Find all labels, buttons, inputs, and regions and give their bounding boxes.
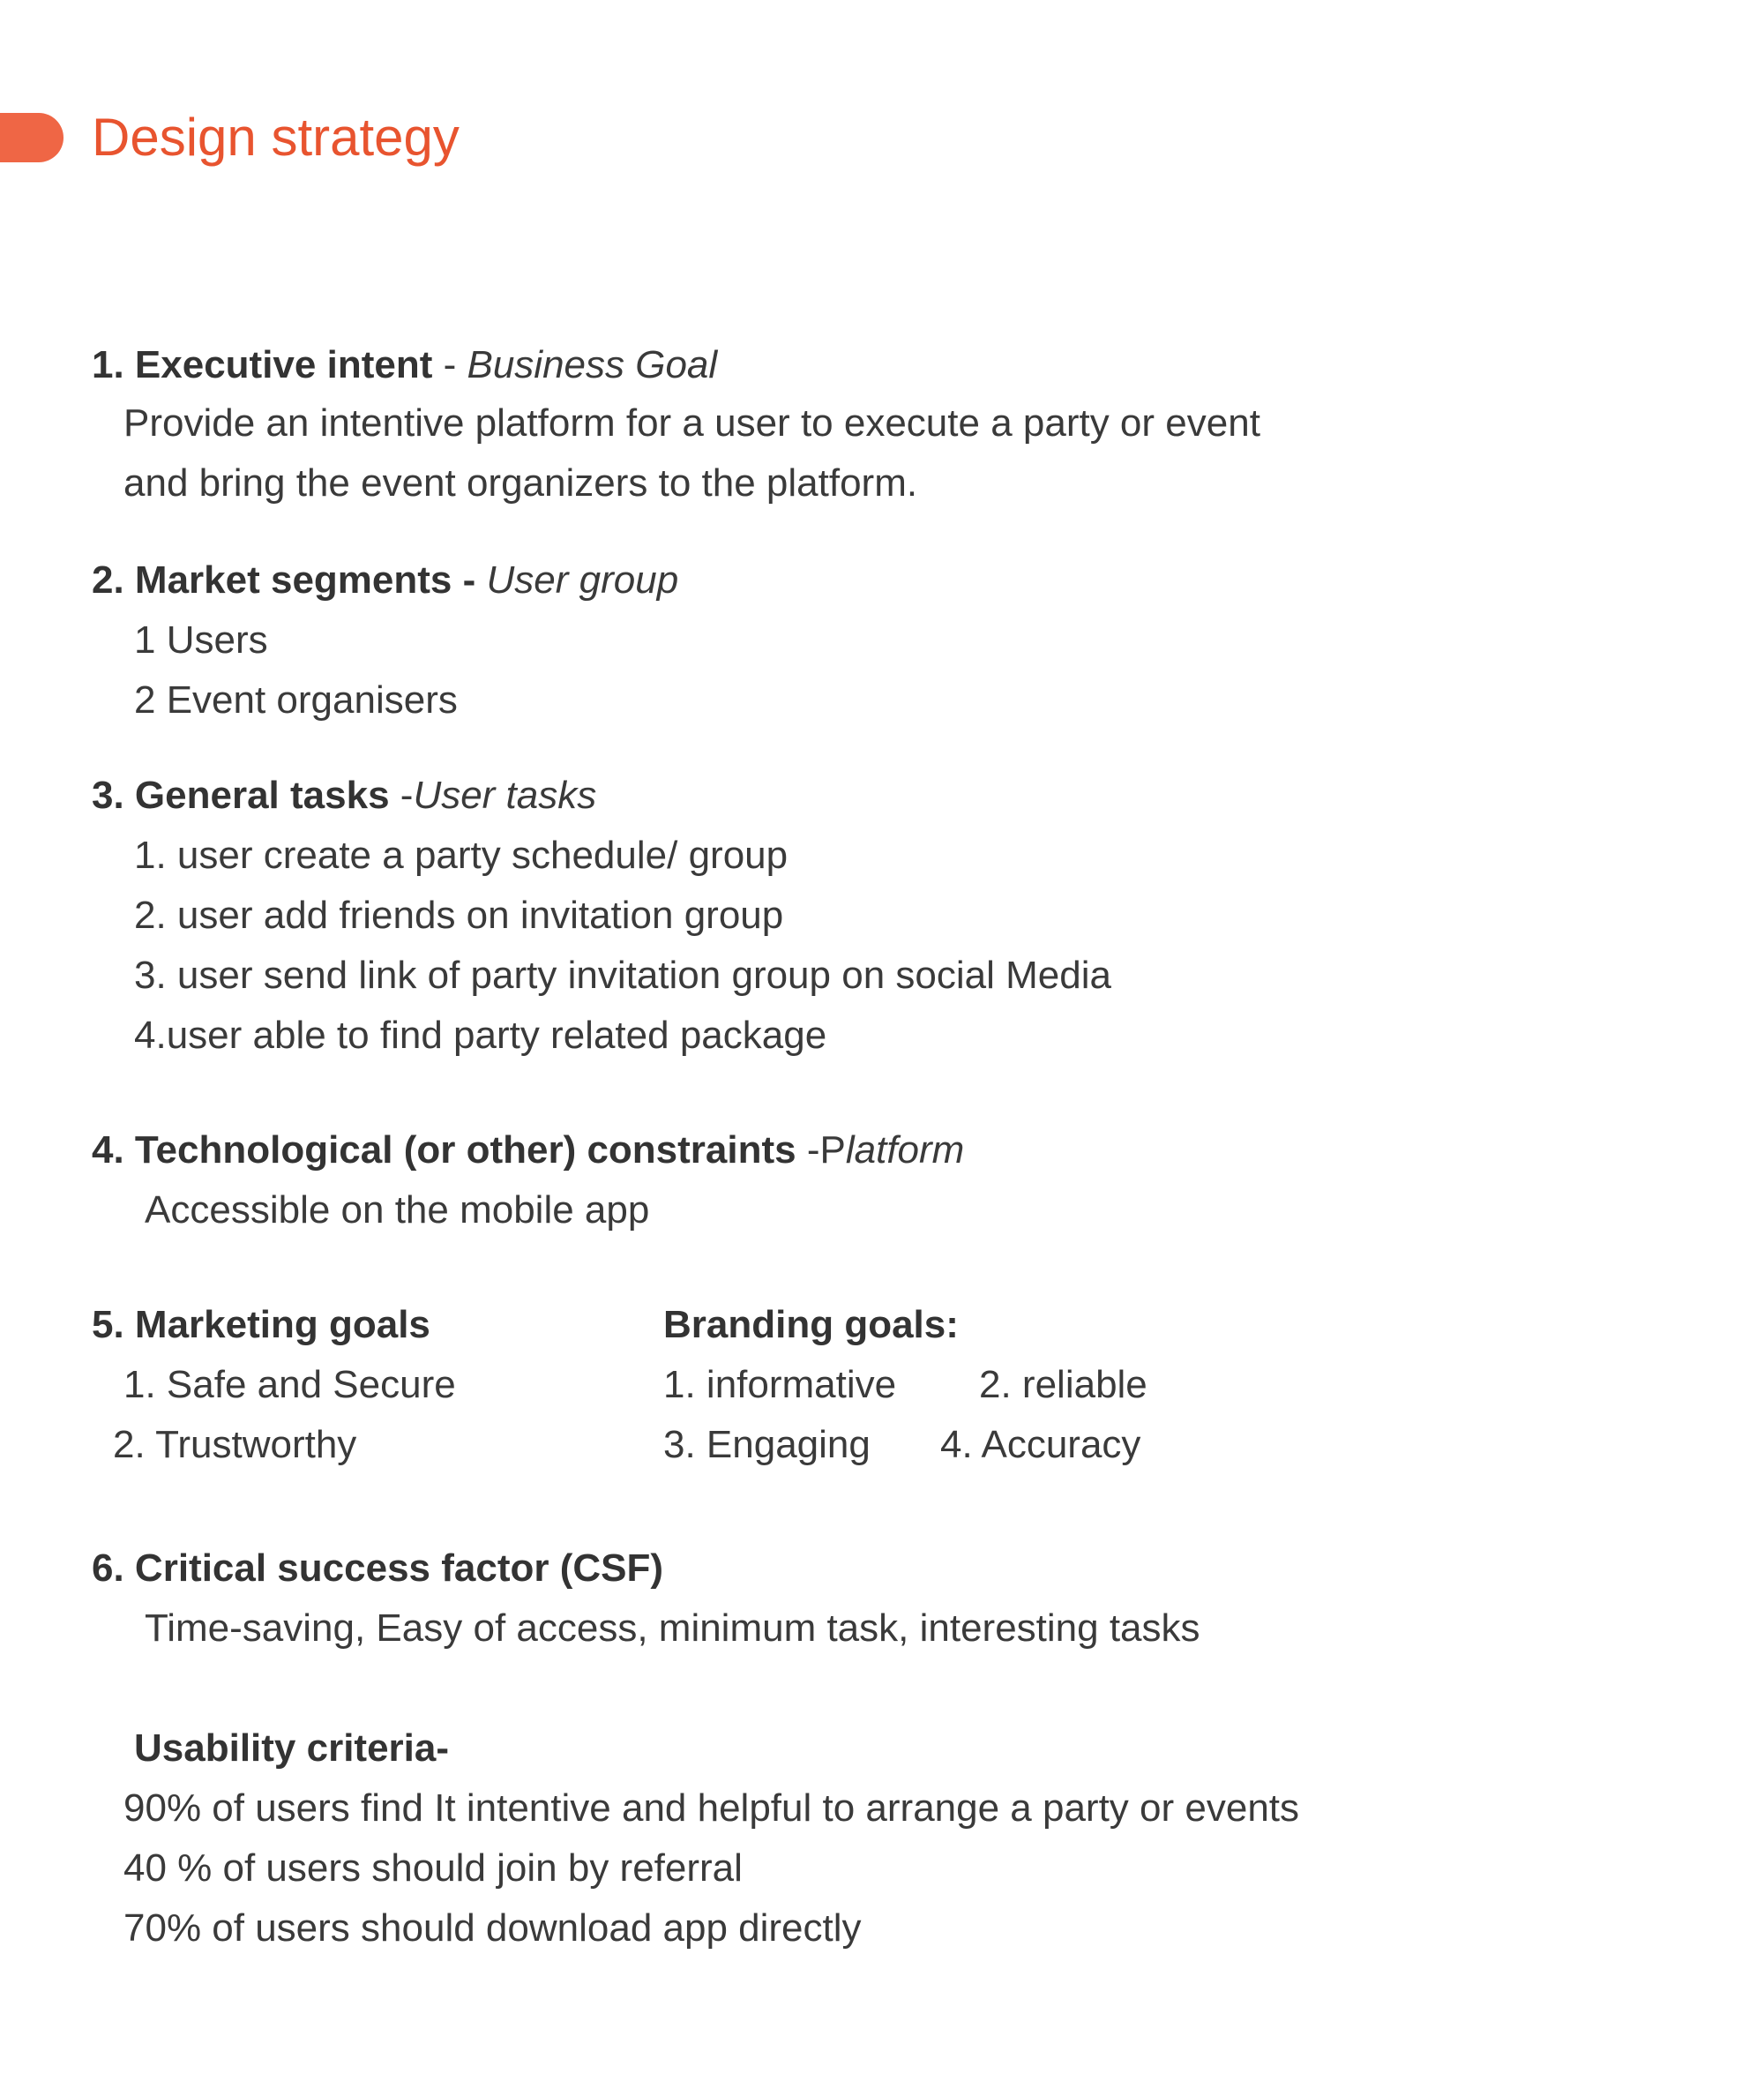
page-title: Design strategy	[92, 108, 460, 167]
usability-criteria-line-3: 70% of users should download app directly	[123, 1906, 862, 1950]
general-task-item-4: 4.user able to find party related package	[134, 1014, 827, 1057]
branding-goal-item-2: 2. reliable	[979, 1363, 1147, 1406]
market-segment-item-1: 1 Users	[134, 618, 268, 662]
tech-constraints-separator: -P	[796, 1128, 846, 1172]
tech-constraints-title: 4. Technological (or other) constraints	[92, 1128, 796, 1172]
branding-goal-item-3: 3. Engaging	[663, 1423, 871, 1466]
market-segments-subtitle: User group	[486, 558, 679, 602]
general-tasks-title: 3. General tasks	[92, 774, 390, 817]
general-tasks-subtitle: User tasks	[413, 774, 597, 817]
usability-criteria-line-2: 40 % of users should join by referral	[123, 1846, 743, 1890]
title-accent-marker	[0, 113, 64, 162]
general-tasks-heading	[92, 771, 596, 820]
general-task-item-1: 1. user create a party schedule/ group	[134, 834, 789, 877]
executive-intent-heading	[92, 341, 717, 390]
branding-goal-item-4: 4. Accuracy	[940, 1423, 1141, 1466]
marketing-goal-item-1: 1. Safe and Secure	[123, 1363, 456, 1406]
csf-line: Time-saving, Easy of access, minimum task, interesting tasks	[145, 1606, 1200, 1650]
general-task-item-2: 2. user add friends on invitation group	[134, 894, 784, 937]
usability-criteria-heading: Usability criteria-	[134, 1726, 450, 1770]
executive-intent-title: 1. Executive intent	[92, 343, 433, 386]
branding-goals-heading: Branding goals:	[663, 1303, 959, 1346]
tech-constraints-subtitle: latform	[845, 1128, 965, 1172]
usability-criteria-line-1: 90% of users find It intentive and helpful to arrange a party or events	[123, 1786, 1300, 1830]
csf-heading: 6. Critical success factor (CSF)	[92, 1546, 664, 1590]
branding-goal-item-1: 1. informative	[663, 1363, 897, 1406]
market-segments-heading	[92, 556, 678, 605]
market-segment-item-2: 2 Event organisers	[134, 678, 458, 722]
marketing-goal-item-2: 2. Trustworthy	[113, 1423, 357, 1466]
executive-intent-line-1: Provide an intentive platform for a user to execute a party or event	[123, 401, 1260, 445]
marketing-goals-heading: 5. Marketing goals	[92, 1303, 430, 1346]
executive-intent-subtitle: Business Goal	[467, 343, 718, 386]
executive-intent-separator: -	[432, 343, 467, 386]
executive-intent-line-2: and bring the event organizers to the platform.	[123, 461, 918, 505]
tech-constraints-line: Accessible on the mobile app	[145, 1188, 650, 1232]
general-tasks-separator: -	[389, 774, 414, 817]
market-segments-title: 2. Market segments -	[92, 558, 487, 602]
general-task-item-3: 3. user send link of party invitation group on social Media	[134, 954, 1111, 997]
tech-constraints-heading	[92, 1126, 964, 1175]
